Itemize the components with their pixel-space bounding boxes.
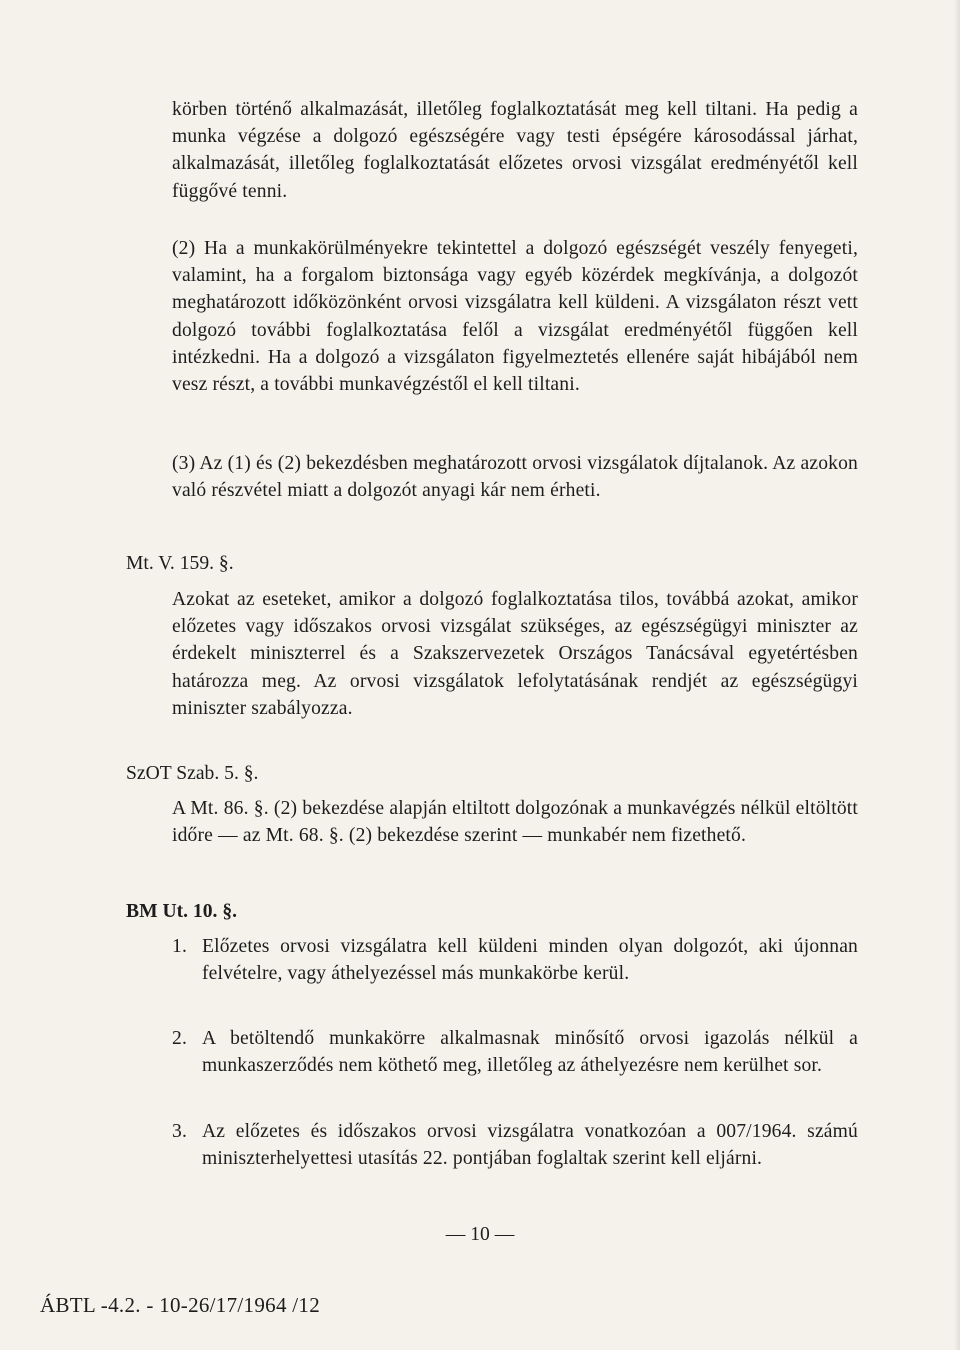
paragraph-text: A Mt. 86. §. (2) bekezdése alapján eltiltott dolgozónak a munkavégzés nélkül eltöltött időre — az Mt. 68. §. (2) bekezdése szerint — munkabér nem fizethető. xyxy=(172,798,858,847)
paragraph-continuation xyxy=(172,96,858,205)
paragraph-3 xyxy=(172,450,858,504)
section-reference-mt: Mt. V. 159. §. xyxy=(126,553,234,574)
list-item xyxy=(172,1118,858,1172)
paragraph-2 xyxy=(172,235,858,398)
paragraph-5 xyxy=(172,795,858,849)
paragraph-text: Azokat az eseteket, amikor a dolgozó foglalkoztatása tilos, továbbá azokat, amikor előzetes vagy időszakos orvosi vizsgálat szükséges, az egészségügyi miniszter az érdekelt miniszterrel és a Szakszervezetek Országos Tanácsával egyetértésben határozza meg. Az orvosi vizsgálatok lefolytatásának rendjét az egészségügyi miniszter szabályozza. xyxy=(172,589,858,719)
list-item-number: 1. xyxy=(172,936,187,957)
paragraph-text: körben történő alkalmazását, illetőleg foglalkoztatását meg kell tiltani. Ha pedig a munka végzése a dolgozó egészségére vagy testi épségére károsodással járhat, alkalmazását, illetőleg foglalkoztatását előzetes orvosi vizsgálat eredményétől kell függővé tenni. xyxy=(172,99,858,202)
list-item-number: 2. xyxy=(172,1028,187,1049)
section-reference-bm: BM Ut. 10. §. xyxy=(126,901,238,922)
paragraph-text: (3) Az (1) és (2) bekezdésben meghatározott orvosi vizsgálatok díjtalanok. Az azokon való részvétel miatt a dolgozót anyagi kár nem érheti. xyxy=(172,453,858,502)
paragraph-4 xyxy=(172,586,858,722)
section-reference-szot: SzOT Szab. 5. §. xyxy=(126,763,259,784)
archive-reference: ÁBTL -4.2. - 10-26/17/1964 /12 xyxy=(40,1293,321,1317)
list-item-text: A betöltendő munkakörre alkalmasnak minősítő orvosi igazolás nélkül a munkaszerződés nem köthető meg, illetőleg az áthelyezésre nem kerülhet sor. xyxy=(202,1028,858,1077)
page-number: — 10 — xyxy=(445,1224,515,1245)
list-item-text: Az előzetes és időszakos orvosi vizsgálatra vonatkozóan a 007/1964. számú miniszterhelyettesi utasítás 22. pontjában foglaltak szerint kell eljárni. xyxy=(202,1121,858,1170)
list-item xyxy=(172,1025,858,1079)
list-item-number: 3. xyxy=(172,1121,187,1142)
paragraph-text: (2) Ha a munkakörülményekre tekintettel a dolgozó egészségét veszély fenyegeti, valamint, ha a forgalom biztonsága vagy egyéb közérdek megkívánja, a dolgozót meghatározott időközönként orvosi vizsgálatra kell küldeni. A vizsgálaton részt vett dolgozó további foglalkoztatása felől a vizsgálat eredményétől függően kell intézkedni. Ha a dolgozó a vizsgálaton figyelmeztetés ellenére saját hibájából nem vesz részt, a további munkavégzéstől el kell tiltani. xyxy=(172,238,858,396)
list-item xyxy=(172,933,858,987)
list-item-text: Előzetes orvosi vizsgálatra kell küldeni minden olyan dolgozót, aki újonnan felvételre, vagy áthelyezéssel más munkakörbe kerül. xyxy=(202,936,858,985)
